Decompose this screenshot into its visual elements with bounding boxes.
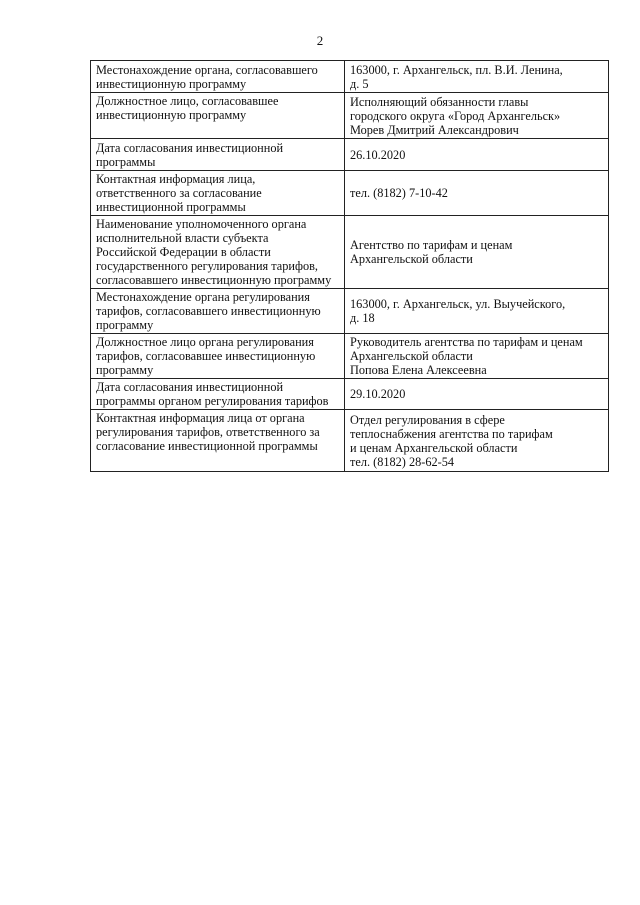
row-value: 29.10.2020: [345, 379, 609, 410]
table-row: [91, 171, 609, 216]
table-row: [91, 216, 609, 289]
row-label: Дата согласования инвестиционной программы органом регулирования тарифов: [91, 379, 345, 410]
row-value: Исполняющий обязанности главы городского округа «Город Архангельск» Морев Дмитрий Александрович: [345, 93, 609, 139]
row-value: Руководитель агентства по тарифам и ценам Архангельской области Попова Елена Алексеевна: [345, 334, 609, 379]
row-label: Местонахождение органа, согласовавшего инвестиционную программу: [91, 61, 345, 93]
table-row: [91, 334, 609, 379]
approval-info-table: [90, 60, 609, 472]
row-label: Контактная информация лица от органа регулирования тарифов, ответственного за согласование инвестиционной программы: [91, 410, 345, 472]
table-row: [91, 289, 609, 334]
table-row: [91, 93, 609, 139]
row-label: Контактная информация лица, ответственного за согласование инвестиционной программы: [91, 171, 345, 216]
row-value: 26.10.2020: [345, 139, 609, 171]
page-number: 2: [316, 33, 324, 48]
row-value: тел. (8182) 7-10-42: [345, 171, 609, 216]
row-label: Наименование уполномоченного органа исполнительной власти субъекта Российской Федерации в области государственного регулирования тарифов, согласовавшего инвестиционную программу: [91, 216, 345, 289]
row-value: Агентство по тарифам и ценам Архангельской области: [345, 216, 609, 289]
table-row: [91, 410, 609, 472]
row-label: Должностное лицо, согласовавшее инвестиционную программу: [91, 93, 345, 139]
table-row: [91, 61, 609, 93]
row-label: Дата согласования инвестиционной программы: [91, 139, 345, 171]
row-value: Отдел регулирования в сфере теплоснабжения агентства по тарифам и ценам Архангельской области тел. (8182) 28-62-54: [345, 410, 609, 472]
row-label: Местонахождение органа регулирования тарифов, согласовавшего инвестиционную программу: [91, 289, 345, 334]
row-value: 163000, г. Архангельск, ул. Выучейского, д. 18: [345, 289, 609, 334]
table-row: [91, 379, 609, 410]
row-value: 163000, г. Архангельск, пл. В.И. Ленина, д. 5: [345, 61, 609, 93]
row-label: Должностное лицо органа регулирования тарифов, согласовавшее инвестиционную программу: [91, 334, 345, 379]
table-row: [91, 139, 609, 171]
